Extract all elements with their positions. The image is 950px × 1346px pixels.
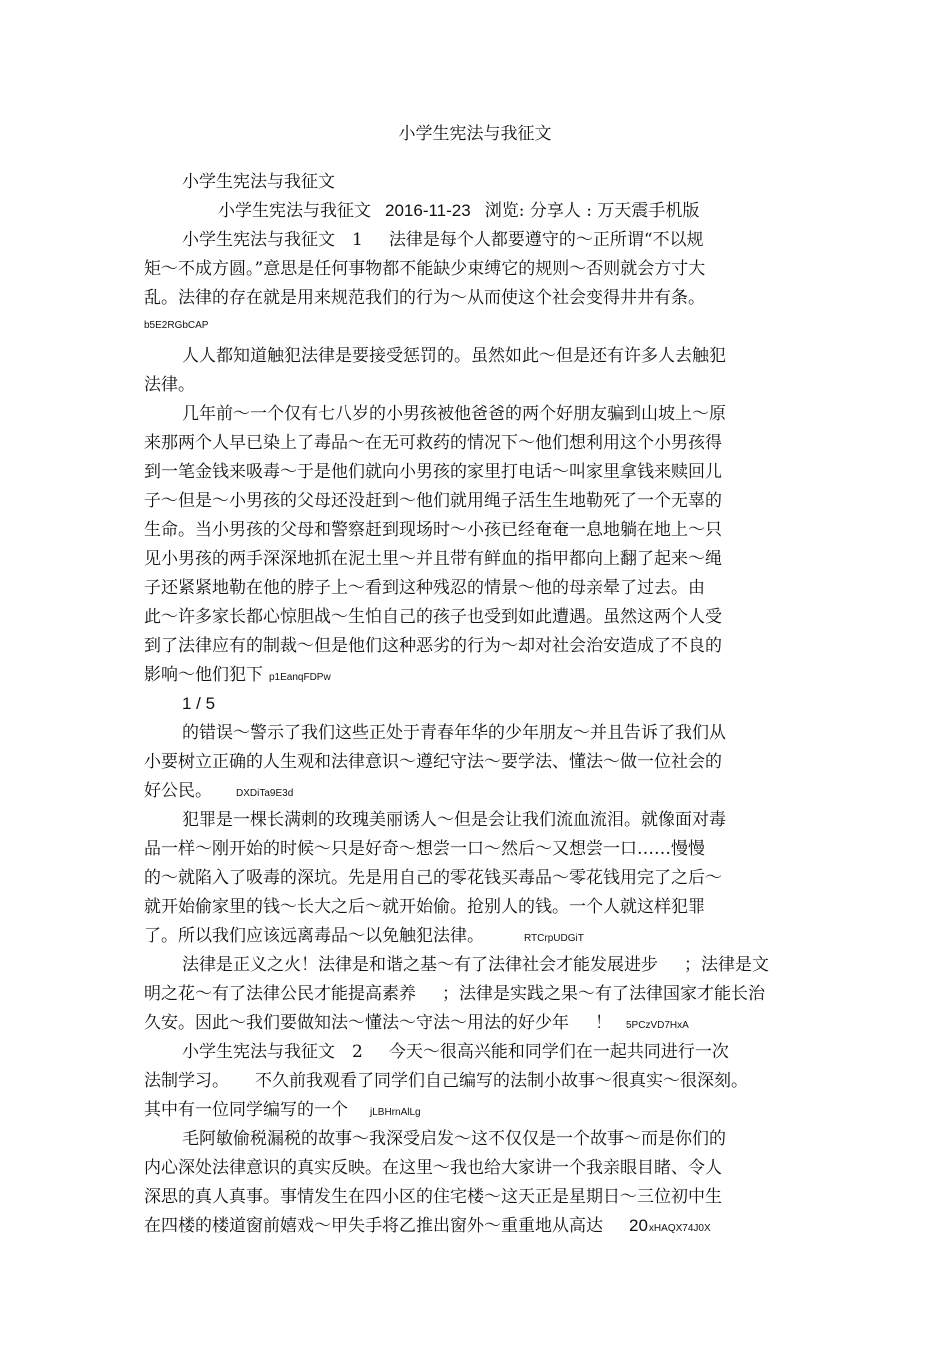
- watermark-code: p1EanqFDPw: [269, 672, 331, 683]
- meta-rest: 浏览: 分享人 : 万天震手机版: [484, 201, 700, 221]
- line-text: 法律是每个人都要遵守的～正所谓“不以规: [388, 230, 704, 250]
- line-text: 今天～很高兴能和同学们在一起共同进行一次: [388, 1042, 729, 1062]
- document-subtitle: 小学生宪法与我征文: [182, 172, 335, 192]
- line-text: 影响～他们犯下: [144, 665, 263, 685]
- paragraph-line: [144, 924, 584, 948]
- paragraph-line: 到了法律应有的制裁～但是他们这种恶劣的行为～却对社会治安造成了不良的: [144, 636, 722, 656]
- paragraph-line: 犯罪是一棵长满刺的玫瑰美丽诱人～但是会让我们流血流泪。就像面对毒: [182, 810, 726, 830]
- paragraph-line: 见小男孩的两手深深地抓在泥土里～并且带有鲜血的指甲都向上翻了起来～绳: [144, 549, 722, 569]
- paragraph-line: [182, 953, 769, 977]
- paragraph-line: [182, 228, 704, 252]
- watermark-code: RTCrpUDGiT: [524, 933, 584, 944]
- paragraph-line: [144, 982, 765, 1006]
- line-text: 明之花～有了法律公民才能提高素养: [144, 984, 416, 1004]
- line-text: 在四楼的楼道窗前嬉戏～甲失手将乙推出窗外～重重地从高达: [144, 1216, 603, 1236]
- paragraph-line: [144, 1069, 748, 1093]
- paragraph-line: 子～但是～小男孩的父母还没赶到～他们就用绳子活生生地勒死了一个无辜的: [144, 491, 722, 511]
- paragraph-line: 来那两个人早已染上了毒品～在无可救药的情况下～他们想利用这个小男孩得: [144, 433, 722, 453]
- paragraph-line: 此～许多家长都心惊胆战～生怕自己的孩子也受到如此遭遇。虽然这两个人受: [144, 607, 722, 627]
- line-text: ！: [595, 1013, 612, 1033]
- watermark-code: DXDiTa9E3d: [236, 788, 294, 799]
- paragraph-line: 深思的真人真事。事情发生在四小区的住宅楼～这天正是星期日～三位初中生: [144, 1187, 722, 1207]
- line-text: 法制学习。: [144, 1071, 229, 1091]
- line-text: ；法律是文: [684, 955, 769, 975]
- paragraph-line: 矩～不成方圆。”意思是任何事物都不能缺少束缚它的规则～否则就会方寸大: [144, 259, 706, 279]
- paragraph-line: 子还紧紧地勒在他的脖子上～看到这种残忍的情景～他的母亲晕了过去。由: [144, 578, 705, 598]
- watermark-code: 5PCzVD7HxA: [626, 1020, 689, 1031]
- line-text: ；法律是实践之果～有了法律国家才能长治: [442, 984, 765, 1004]
- watermark-code: b5E2RGbCAP: [144, 320, 209, 331]
- paragraph-line: 的错误～警示了我们这些正处于青春年华的少年朋友～并且告诉了我们从: [182, 723, 726, 743]
- document-title: 小学生宪法与我征文: [398, 124, 552, 144]
- paragraph-line: [144, 779, 293, 803]
- watermark-code: xHAQX74J0X: [648, 1223, 711, 1234]
- essay2-heading: 小学生宪法与我征文 2: [182, 1042, 363, 1062]
- paragraph-line: 内心深处法律意识的真实反映。在这里～我也给大家讲一个我亲眼目睹、令人: [144, 1158, 722, 1178]
- paragraph-line: 乱。法律的存在就是用来规范我们的行为～从而使这个社会变得井井有条。: [144, 288, 705, 308]
- line-number-text: 20: [629, 1216, 648, 1235]
- paragraph-line: 小要树立正确的人生观和法律意识～遵纪守法～要学法、懂法～做一位社会的: [144, 752, 722, 772]
- line-text: 好公民。: [144, 781, 212, 801]
- document-meta: [218, 199, 699, 223]
- line-text: 了。所以我们应该远离毒品～以免触犯法律。: [144, 926, 484, 946]
- essay1-heading: 小学生宪法与我征文 1: [182, 230, 363, 250]
- paragraph-line: 人人都知道触犯法律是要接受惩罚的。虽然如此～但是还有许多人去触犯: [182, 346, 726, 366]
- line-text: 其中有一位同学编写的一个: [144, 1100, 348, 1120]
- paragraph-line: [144, 663, 331, 687]
- line-text: 不久前我观看了同学们自己编写的法制小故事～很真实～很深刻。: [255, 1071, 748, 1091]
- line-text: 久安。因此～我们要做知法～懂法～守法～用法的好少年: [144, 1013, 569, 1033]
- paragraph-line: 法律。: [144, 375, 195, 395]
- paragraph-line: 就开始偷家里的钱～长大之后～就开始偷。抢别人的钱。一个人就这样犯罪: [144, 897, 705, 917]
- paragraph-line: [144, 1011, 689, 1035]
- paragraph-line: 到一笔金钱来吸毒～于是他们就向小男孩的家里打电话～叫家里拿钱来赎回儿: [144, 462, 722, 482]
- page-number: 1 / 5: [182, 694, 216, 713]
- paragraph-line: 生命。当小男孩的父母和警察赶到现场时～小孩已经奄奄一息地躺在地上～只: [144, 520, 722, 540]
- paragraph-line: 的～就陷入了吸毒的深坑。先是用自己的零花钱买毒品～零花钱用完了之后～: [144, 868, 722, 888]
- paragraph-line: [144, 1098, 421, 1122]
- paragraph-line: 几年前～一个仅有七八岁的小男孩被他爸爸的两个好朋友骗到山坡上～原: [182, 404, 726, 424]
- paragraph-line: [144, 1214, 711, 1238]
- meta-name: 小学生宪法与我征文: [218, 201, 371, 221]
- meta-date: 2016-11-23: [385, 201, 471, 220]
- paragraph-line: 毛阿敏偷税漏税的故事～我深受启发～这不仅仅是一个故事～而是你们的: [182, 1129, 726, 1149]
- watermark-code: jLBHrnAlLg: [370, 1107, 421, 1118]
- line-text: 法律是正义之火！法律是和谐之基～有了法律社会才能发展进步: [182, 955, 658, 975]
- paragraph-line: 品一样～刚开始的时候～只是好奇～想尝一口～然后～又想尝一口……慢慢: [144, 839, 705, 859]
- paragraph-line: [182, 1040, 729, 1064]
